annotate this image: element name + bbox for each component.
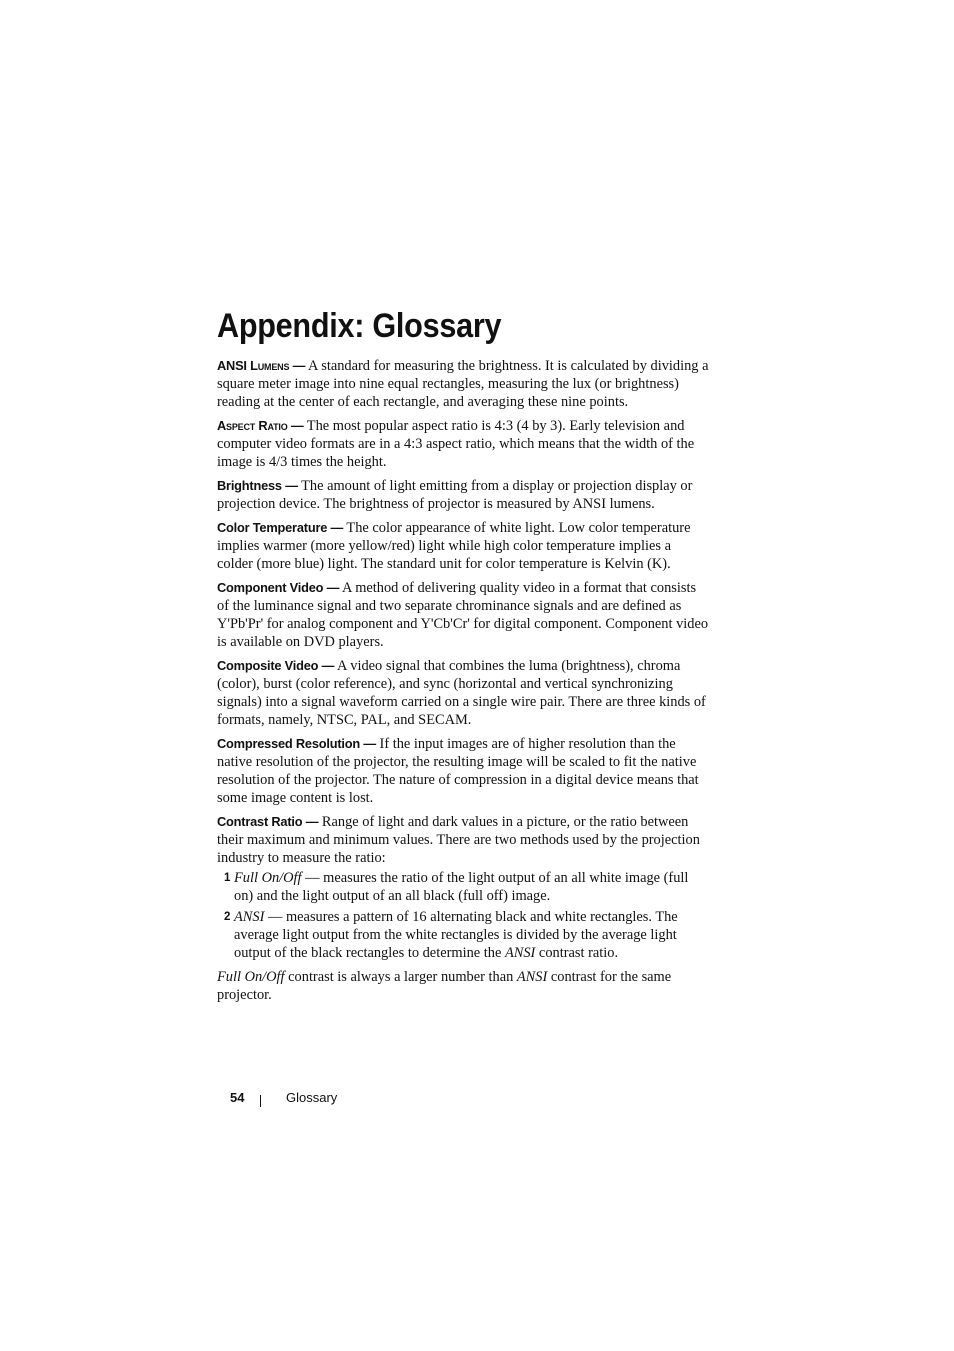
- glossary-term: Color Temperature —: [217, 520, 344, 535]
- footer-section-label: Glossary: [286, 1090, 338, 1105]
- page-number: 54: [230, 1090, 245, 1105]
- glossary-body: [217, 357, 709, 1010]
- list-item: [217, 908, 709, 962]
- list-item-text: — measures a pattern of 16 alternating black and white rectangles. The average light output from the white rectangles is divided by the average light output of the black rectangles to determine the: [234, 909, 678, 961]
- numbered-list: [217, 869, 709, 962]
- closing-text: contrast is always a larger number than: [284, 969, 517, 985]
- glossary-entry-compressed-resolution: [217, 735, 709, 807]
- term-dash: —: [289, 358, 306, 373]
- list-item: [217, 869, 709, 905]
- glossary-term: Component Video —: [217, 580, 340, 595]
- list-item-text: — measures the ratio of the light output of an all white image (full on) and the light output of an all black (full off) image.: [234, 870, 689, 904]
- glossary-entry-aspect-ratio: [217, 417, 709, 471]
- list-item-lead: Full On/Off: [234, 870, 302, 886]
- glossary-definition: A method of delivering quality video in a format that consists of the luminance signal and two separate chrominance signals and are defined as Y'Pb'Pr' for analog component and Y'Cb'Cr' for digital component. Component video is available on DVD players.: [217, 580, 709, 650]
- glossary-definition: A standard for measuring the brightness. It is calculated by dividing a square meter image into nine equal rectangles, measuring the lux (or brightness) reading at the center of each rectangle, and averaging these nine points.: [217, 358, 709, 410]
- glossary-term: [217, 358, 305, 373]
- glossary-definition: The amount of light emitting from a display or projection display or projection device. The brightness of projector is measured by ANSI lumens.: [217, 478, 693, 512]
- glossary-entry-brightness: [217, 477, 709, 513]
- list-item-italic: ANSI: [504, 945, 536, 961]
- closing-paragraph: [217, 968, 709, 1004]
- glossary-term: Composite Video —: [217, 658, 335, 673]
- term-part-small-caps: atio: [267, 418, 288, 433]
- glossary-definition: Range of light and dark values in a picture, or the ratio between their maximum and minimum values. There are two methods used by the projection industry to measure the ratio:: [217, 814, 700, 866]
- glossary-entry-composite-video: [217, 657, 709, 729]
- glossary-definition: A video signal that combines the luma (brightness), chroma (color), burst (color reference), and sync (horizontal and vertical synchronizing signals) into a signal waveform carried on a single wire pair. There are three kinds of formats, namely, NTSC, PAL, and SECAM.: [217, 658, 706, 728]
- list-item-tail: contrast ratio.: [535, 945, 619, 961]
- term-part: ANSI L: [217, 358, 258, 373]
- glossary-term: Contrast Ratio —: [217, 814, 319, 829]
- glossary-definition: If the input images are of higher resolution than the native resolution of the projector, the resulting image will be scaled to fit the native resolution of the projector. The nature of compression in a digital device means that some image content is lost.: [217, 736, 699, 806]
- term-part: R: [255, 418, 268, 433]
- glossary-definition: The most popular aspect ratio is 4:3 (4 by 3). Early television and computer video formats are in a 4:3 aspect ratio, which means that the width of the image is 4/3 times the height.: [217, 418, 695, 470]
- term-part-small-caps: umens: [257, 358, 290, 373]
- closing-lead: Full On/Off: [217, 969, 285, 985]
- glossary-entry-color-temperature: [217, 519, 709, 573]
- closing-tail: contrast for the same projector.: [217, 969, 672, 1003]
- glossary-term: [217, 418, 303, 433]
- glossary-term: Brightness —: [217, 478, 298, 493]
- term-part-small-caps: spect: [226, 418, 256, 433]
- glossary-entry-component-video: [217, 579, 709, 651]
- glossary-entry-ansi-lumens: [217, 357, 709, 411]
- page-title: Appendix: Glossary: [217, 307, 502, 345]
- footer-divider: [260, 1095, 261, 1107]
- list-number: 2: [224, 911, 231, 923]
- glossary-term: Compressed Resolution —: [217, 736, 376, 751]
- glossary-definition: The color appearance of white light. Low color temperature implies warmer (more yellow/red) light while high color temperature implies a colder (more blue) light. The standard unit for color temperature is Kelvin (K).: [217, 520, 691, 572]
- glossary-entry-contrast-ratio: [217, 813, 709, 867]
- closing-italic: ANSI: [516, 969, 548, 985]
- term-part: A: [217, 418, 227, 433]
- list-number: 1: [224, 872, 231, 884]
- term-dash: —: [287, 418, 304, 433]
- list-item-lead: ANSI: [234, 909, 265, 925]
